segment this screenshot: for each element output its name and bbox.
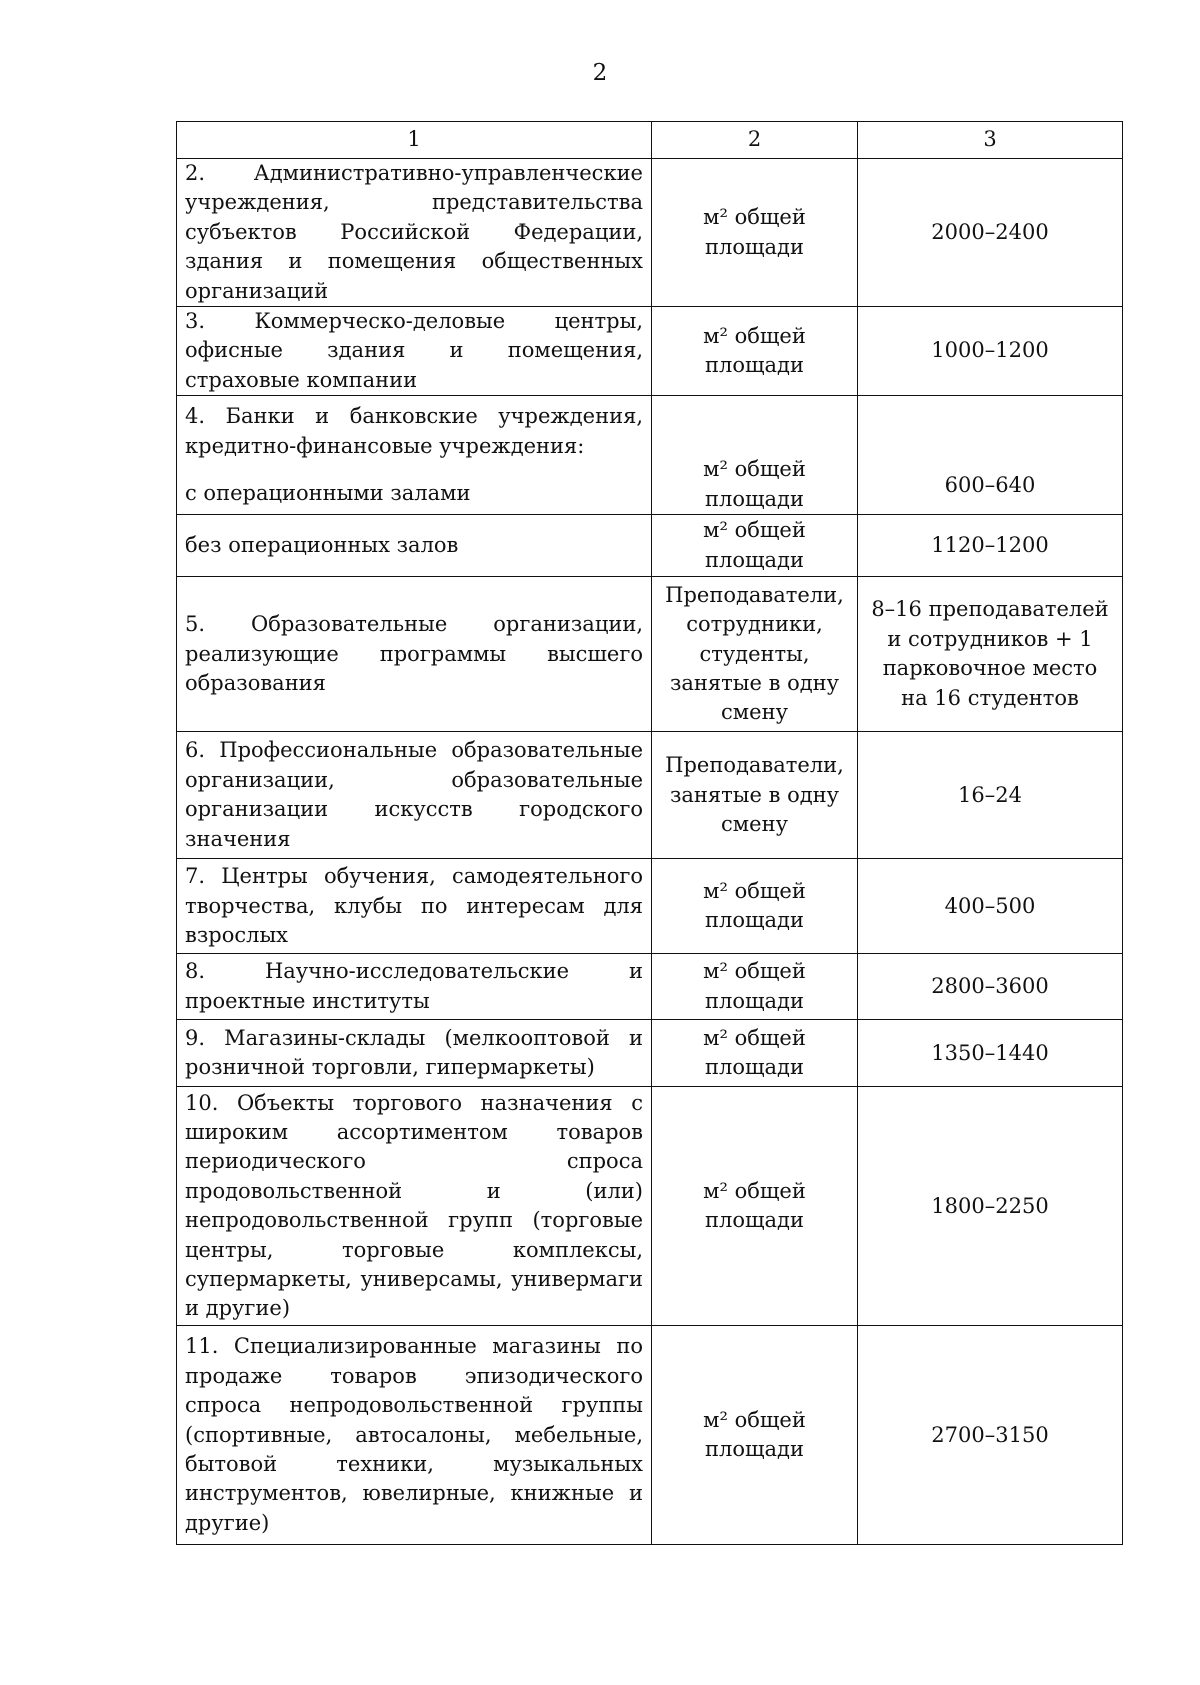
unit-line: площади — [705, 1208, 804, 1233]
unit-line: площади — [705, 234, 804, 259]
unit-cell — [652, 732, 858, 859]
table-row — [177, 1326, 1123, 1545]
norm-cell — [858, 859, 1123, 954]
unit-cell — [652, 307, 858, 396]
norm-cell — [858, 732, 1123, 859]
object-group-title: 4. Банки и банковские учреждения, кредитно-финансовые учреждения: — [185, 404, 643, 458]
column-header-1: 1 — [177, 122, 652, 159]
norm-cell — [858, 396, 1123, 515]
unit-line: Преподаватели, — [665, 582, 844, 607]
norm-cell — [858, 307, 1123, 396]
norm-line: 2000–2400 — [931, 219, 1049, 244]
unit-line: м² общей — [703, 959, 806, 984]
norm-cell — [858, 1326, 1123, 1545]
unit-line: площади — [705, 353, 804, 378]
unit-line: сотрудники, — [686, 612, 823, 637]
unit-line: площади — [705, 1055, 804, 1080]
norm-cell — [858, 515, 1123, 577]
unit-line: занятые в одну — [669, 782, 840, 807]
unit-line: м² общей — [703, 518, 806, 543]
unit-cell — [652, 1020, 858, 1087]
table-row — [177, 307, 1123, 396]
unit-line: площади — [705, 547, 804, 572]
object-name — [177, 396, 652, 515]
unit-cell — [652, 1087, 858, 1326]
table-row — [177, 954, 1123, 1020]
object-name: 9. Магазины-склады (мелкооптовой и розничной торговли, гипермаркеты) — [177, 1020, 652, 1087]
table-row — [177, 1020, 1123, 1087]
object-name: 8. Научно-исследовательские и проектные институты — [177, 954, 652, 1020]
norm-cell — [858, 1020, 1123, 1087]
unit-cell — [652, 577, 858, 732]
norm-cell — [858, 1087, 1123, 1326]
norm-line: и сотрудников + 1 — [887, 626, 1093, 651]
unit-cell — [652, 159, 858, 307]
unit-cell — [652, 859, 858, 954]
table-row — [177, 577, 1123, 732]
object-name: 6. Профессиональные образовательные организации, образовательные организации искусств городского значения — [177, 732, 652, 859]
object-name: 10. Объекты торгового назначения с широким ассортиментом товаров периодического спроса продовольственной и (или) непродовольственной групп (торговые центры, торговые комплексы, супермаркеты, универсамы, универмаги и другие) — [177, 1087, 652, 1326]
column-header-3: 3 — [858, 122, 1123, 159]
unit-cell — [652, 515, 858, 577]
unit-cell — [652, 396, 858, 515]
norm-cell — [858, 577, 1123, 732]
unit-line: м² общей — [703, 323, 806, 348]
table-row — [177, 1087, 1123, 1326]
unit-line: площади — [705, 486, 804, 511]
norm-line: 1000–1200 — [931, 338, 1049, 363]
object-name: 11. Специализированные магазины по продаже товаров эпизодического спроса непродовольственной группы (спортивные, автосалоны, мебельные, бытовой техники, музыкальных инструментов, ювелирные, книжные и другие) — [177, 1326, 652, 1545]
object-name: без операционных залов — [177, 515, 652, 577]
table-header-row — [177, 122, 1123, 159]
unit-line: площади — [705, 988, 804, 1013]
unit-line: занятые в одну — [669, 670, 840, 695]
unit-line: м² общей — [703, 1178, 806, 1203]
unit-line: смену — [721, 811, 788, 836]
unit-cell — [652, 1326, 858, 1545]
table-row — [177, 515, 1123, 577]
object-name: 7. Центры обучения, самодеятельного творчества, клубы по интересам для взрослых — [177, 859, 652, 954]
table-row — [177, 859, 1123, 954]
norm-line: 400–500 — [944, 893, 1036, 918]
norm-cell — [858, 954, 1123, 1020]
column-header-2: 2 — [652, 122, 858, 159]
norm-line: 1800–2250 — [931, 1193, 1049, 1218]
norm-line: 8–16 преподавателей — [871, 597, 1109, 622]
norm-line: 1350–1440 — [931, 1040, 1049, 1065]
unit-line: Преподаватели, — [665, 753, 844, 778]
norm-line: 2800–3600 — [931, 974, 1049, 999]
unit-line: м² общей — [703, 878, 806, 903]
norm-line: парковочное место — [882, 656, 1098, 681]
object-name: 5. Образовательные организации, реализующие программы высшего образования — [177, 577, 652, 732]
unit-line: м² общей — [703, 1025, 806, 1050]
parking-norms-table — [176, 121, 1123, 1545]
unit-line: м² общей — [703, 1407, 806, 1432]
page-number: 2 — [592, 60, 608, 86]
norm-line: 2700–3150 — [931, 1422, 1049, 1447]
unit-line: студенты, — [699, 641, 810, 666]
norm-line: на 16 студентов — [901, 685, 1079, 710]
unit-line: м² общей — [703, 205, 806, 230]
norm-line: 600–640 — [944, 472, 1036, 497]
object-name: 3. Коммерческо-деловые центры, офисные здания и помещения, страховые компании — [177, 307, 652, 396]
unit-line: площади — [705, 1437, 804, 1462]
unit-line: площади — [705, 908, 804, 933]
unit-cell — [652, 954, 858, 1020]
object-name: 2. Административно-управленческие учреждения, представительства субъектов Российской Федерации, здания и помещения общественных организаций — [177, 159, 652, 307]
unit-line: смену — [721, 700, 788, 725]
table-row — [177, 396, 1123, 515]
table-row — [177, 159, 1123, 307]
object-subtype: с операционными залами — [185, 480, 471, 505]
unit-line: м² общей — [703, 457, 806, 482]
norm-line: 1120–1200 — [931, 533, 1049, 558]
table-row — [177, 732, 1123, 859]
norm-line: 16–24 — [958, 782, 1022, 807]
norm-cell — [858, 159, 1123, 307]
